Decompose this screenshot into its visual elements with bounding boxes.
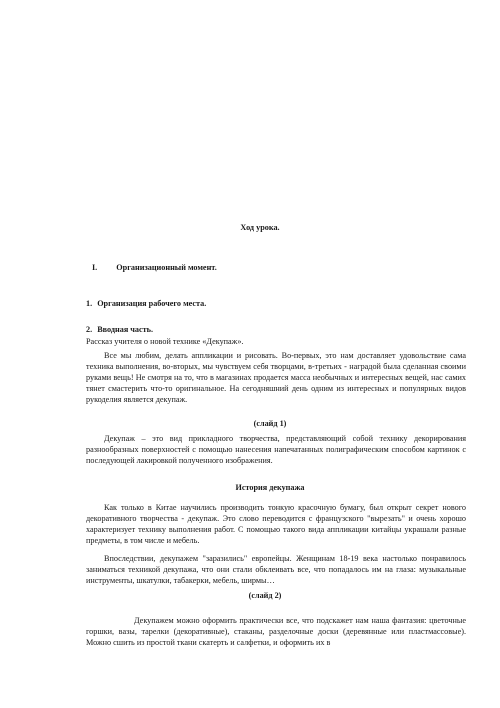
- list-item-1-number: 1.: [86, 299, 93, 308]
- paragraph-4: Впоследствии, декупажем "заразились" европейцы. Женщинам 18-19 века настолько понравилось заниматься техникой декупажа, что они стали обклеивать все, что попадалось им на глаза: музыкальные инструменты, шкатулки, табакерки, мебель, ширмы…: [86, 554, 466, 585]
- section-heading: [92, 262, 217, 273]
- lesson-title: Ход урока.: [240, 223, 280, 232]
- history-heading: История декупажа: [235, 483, 305, 492]
- list-item-1-label: Организация рабочего места.: [97, 299, 207, 308]
- section-number: I.: [92, 263, 98, 272]
- paragraph-5: Декупажем можно оформить практически все, что подскажет нам наша фантазия: цветочные горшки, вазы, тарелки (декоративные), стаканы, разделочные доски (деревянные или пластмассовые). Можно сшить из простой ткани скатерть и салфетки, и оформить их в: [86, 616, 466, 647]
- slide-label-1: (слайд 1): [253, 419, 287, 428]
- paragraph-1: Все мы любим, делать аппликации и рисовать. Во-первых, это нам доставляет удовольствие сама техника выполнения, во-вторых, мы чувствуем себя творцами, в-третьих - наградой была сделанная своими руками вещь! Не смотря на то, что в магазинах продается масса необычных и интересных вещей, нас самих тянет смастерить что-то оригинальное. На сегодняшний день одним из интересных и популярных видов рукоделия является декупаж.: [86, 351, 466, 404]
- paragraph-3: Как только в Китае научились производить тонкую красочную бумагу, был открыт секрет нового декоративного творчества - декупаж. Это слово переводится с французского "вырезать" и очень хорошо характеризует технику выполнения работ. С помощью такого вида аппликации китайцы украшали разные предметы, в том числе и мебель.: [86, 503, 466, 545]
- list-item-2: [86, 324, 153, 335]
- section-label: Организационный момент.: [116, 263, 217, 272]
- list-item-1: [86, 298, 206, 309]
- intro-line: Рассказ учителя о новой технике «Декупаж».: [86, 337, 244, 346]
- paragraph-2: Декупаж – это вид прикладного творчества, представляющий собой технику декорирования разнообразных поверхностей с помощью нанесения напечатанных полиграфическим способом картинок с последующей лакировкой полученного изображения.: [86, 434, 466, 465]
- slide-label-2: (слайд 2): [248, 591, 282, 600]
- list-item-2-number: 2.: [86, 325, 93, 334]
- list-item-2-label: Вводная часть.: [97, 325, 154, 334]
